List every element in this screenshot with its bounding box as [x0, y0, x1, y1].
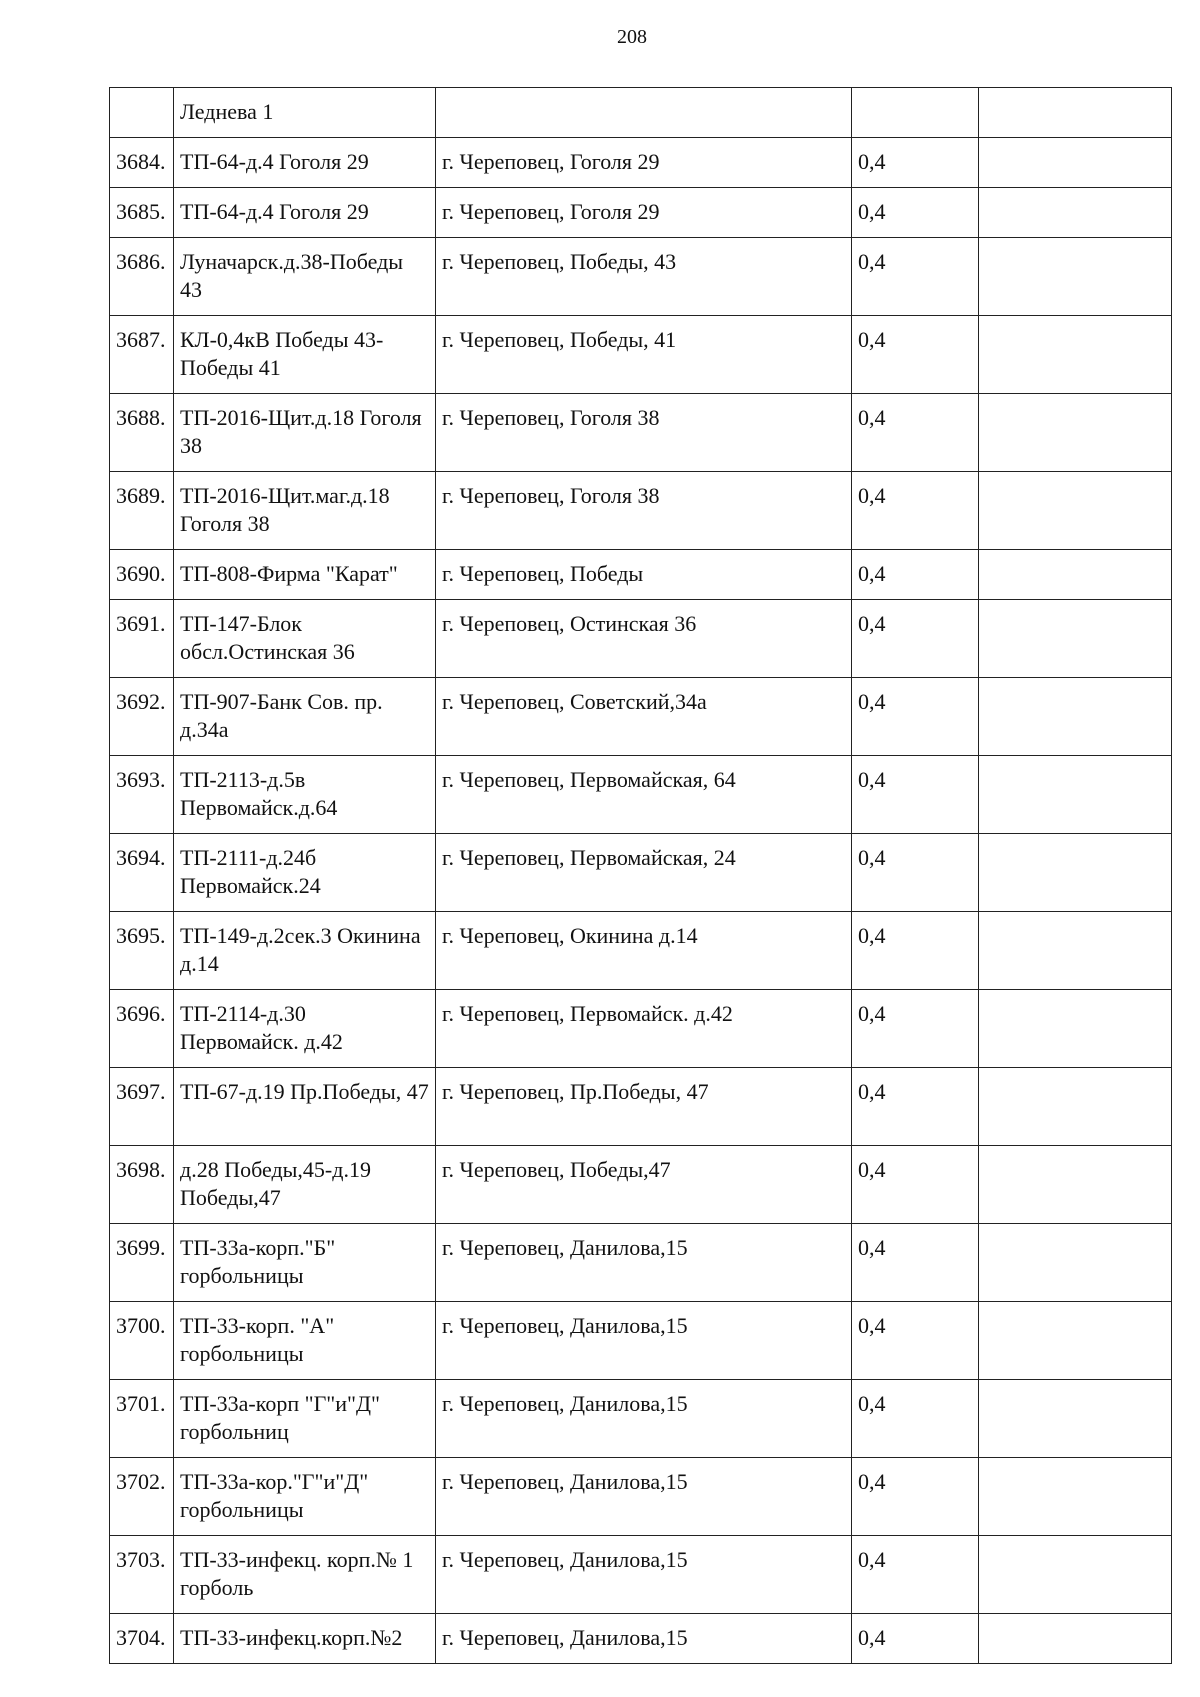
row-number: 3697. — [110, 1068, 174, 1146]
object-name: ТП-907-Банк Сов. пр. д.34а — [174, 678, 436, 756]
object-name: ТП-2016-Щит.д.18 Гоголя 38 — [174, 394, 436, 472]
table-row — [110, 912, 1172, 990]
object-name: КЛ-0,4кВ Победы 43-Победы 41 — [174, 316, 436, 394]
object-address: г. Череповец, Данилова,15 — [436, 1614, 852, 1664]
object-name: ТП-67-д.19 Пр.Победы, 47 — [174, 1068, 436, 1146]
extra-cell — [979, 238, 1172, 316]
object-address: г. Череповец, Гоголя 38 — [436, 472, 852, 550]
row-number: 3688. — [110, 394, 174, 472]
row-number: 3691. — [110, 600, 174, 678]
table-row — [110, 678, 1172, 756]
voltage-value: 0,4 — [852, 1224, 979, 1302]
extra-cell — [979, 88, 1172, 138]
voltage-value: 0,4 — [852, 1458, 979, 1536]
object-address: г. Череповец, Победы, 41 — [436, 316, 852, 394]
object-address: г. Череповец, Данилова,15 — [436, 1380, 852, 1458]
extra-cell — [979, 1536, 1172, 1614]
table-row — [110, 1068, 1172, 1146]
extra-cell — [979, 1224, 1172, 1302]
row-number — [110, 88, 174, 138]
extra-cell — [979, 756, 1172, 834]
row-number: 3699. — [110, 1224, 174, 1302]
table-row — [110, 1224, 1172, 1302]
object-name: ТП-33-инфекц.корп.№2 — [174, 1614, 436, 1664]
voltage-value: 0,4 — [852, 472, 979, 550]
extra-cell — [979, 1458, 1172, 1536]
object-name: ТП-2114-д.30 Первомайск. д.42 — [174, 990, 436, 1068]
extra-cell — [979, 1380, 1172, 1458]
extra-cell — [979, 834, 1172, 912]
object-name: ТП-2113-д.5в Первомайск.д.64 — [174, 756, 436, 834]
registry-table — [109, 87, 1172, 1664]
row-number: 3690. — [110, 550, 174, 600]
row-number: 3693. — [110, 756, 174, 834]
voltage-value: 0,4 — [852, 1068, 979, 1146]
table-row — [110, 1302, 1172, 1380]
voltage-value — [852, 88, 979, 138]
voltage-value: 0,4 — [852, 394, 979, 472]
object-name: ТП-33-инфекц. корп.№ 1 горболь — [174, 1536, 436, 1614]
object-name: ТП-33а-корп."Б" горбольницы — [174, 1224, 436, 1302]
table-row — [110, 1536, 1172, 1614]
extra-cell — [979, 472, 1172, 550]
table-row — [110, 550, 1172, 600]
object-name: Леднева 1 — [174, 88, 436, 138]
table-row — [110, 316, 1172, 394]
voltage-value: 0,4 — [852, 1536, 979, 1614]
table-row — [110, 990, 1172, 1068]
extra-cell — [979, 394, 1172, 472]
table-row — [110, 188, 1172, 238]
voltage-value: 0,4 — [852, 834, 979, 912]
extra-cell — [979, 138, 1172, 188]
extra-cell — [979, 550, 1172, 600]
table-row — [110, 834, 1172, 912]
object-name: ТП-147-Блок обсл.Остинская 36 — [174, 600, 436, 678]
object-address: г. Череповец, Гоголя 38 — [436, 394, 852, 472]
voltage-value: 0,4 — [852, 990, 979, 1068]
table-row — [110, 238, 1172, 316]
object-address: г. Череповец, Советский,34а — [436, 678, 852, 756]
row-number: 3704. — [110, 1614, 174, 1664]
object-address: г. Череповец, Победы,47 — [436, 1146, 852, 1224]
object-address: г. Череповец, Данилова,15 — [436, 1458, 852, 1536]
object-name: ТП-64-д.4 Гоголя 29 — [174, 188, 436, 238]
row-number: 3703. — [110, 1536, 174, 1614]
row-number: 3685. — [110, 188, 174, 238]
object-address: г. Череповец, Остинская 36 — [436, 600, 852, 678]
table-row — [110, 1380, 1172, 1458]
object-address: г. Череповец, Первомайская, 24 — [436, 834, 852, 912]
page-number: 208 — [617, 26, 647, 48]
extra-cell — [979, 990, 1172, 1068]
row-number: 3694. — [110, 834, 174, 912]
extra-cell — [979, 1068, 1172, 1146]
object-name: ТП-808-Фирма "Карат" — [174, 550, 436, 600]
extra-cell — [979, 1302, 1172, 1380]
table-row — [110, 138, 1172, 188]
table-row — [110, 1614, 1172, 1664]
voltage-value: 0,4 — [852, 1380, 979, 1458]
object-address: г. Череповец, Победы, 43 — [436, 238, 852, 316]
object-name: ТП-2016-Щит.маг.д.18 Гоголя 38 — [174, 472, 436, 550]
object-address — [436, 88, 852, 138]
object-name: ТП-33а-кор."Г"и"Д" горбольницы — [174, 1458, 436, 1536]
object-address: г. Череповец, Гоголя 29 — [436, 188, 852, 238]
voltage-value: 0,4 — [852, 1614, 979, 1664]
object-name: Луначарск.д.38-Победы 43 — [174, 238, 436, 316]
voltage-value: 0,4 — [852, 600, 979, 678]
voltage-value: 0,4 — [852, 238, 979, 316]
registry-table-body — [110, 88, 1172, 1664]
extra-cell — [979, 188, 1172, 238]
object-address: г. Череповец, Окинина д.14 — [436, 912, 852, 990]
object-address: г. Череповец, Данилова,15 — [436, 1224, 852, 1302]
extra-cell — [979, 600, 1172, 678]
object-name: ТП-2111-д.24б Первомайск.24 — [174, 834, 436, 912]
extra-cell — [979, 678, 1172, 756]
table-row — [110, 756, 1172, 834]
object-name: д.28 Победы,45-д.19 Победы,47 — [174, 1146, 436, 1224]
table-row — [110, 88, 1172, 138]
extra-cell — [979, 316, 1172, 394]
extra-cell — [979, 1614, 1172, 1664]
row-number: 3687. — [110, 316, 174, 394]
row-number: 3686. — [110, 238, 174, 316]
row-number: 3695. — [110, 912, 174, 990]
row-number: 3702. — [110, 1458, 174, 1536]
object-address: г. Череповец, Данилова,15 — [436, 1302, 852, 1380]
object-address: г. Череповец, Первомайская, 64 — [436, 756, 852, 834]
voltage-value: 0,4 — [852, 1302, 979, 1380]
voltage-value: 0,4 — [852, 678, 979, 756]
object-address: г. Череповец, Пр.Победы, 47 — [436, 1068, 852, 1146]
table-row — [110, 1146, 1172, 1224]
object-name: ТП-33-корп. "А" горбольницы — [174, 1302, 436, 1380]
object-name: ТП-33а-корп "Г"и"Д" горбольниц — [174, 1380, 436, 1458]
table-row — [110, 394, 1172, 472]
row-number: 3692. — [110, 678, 174, 756]
object-name: ТП-149-д.2сек.3 Окинина д.14 — [174, 912, 436, 990]
voltage-value: 0,4 — [852, 316, 979, 394]
table-row — [110, 600, 1172, 678]
object-address: г. Череповец, Победы — [436, 550, 852, 600]
extra-cell — [979, 912, 1172, 990]
voltage-value: 0,4 — [852, 756, 979, 834]
row-number: 3689. — [110, 472, 174, 550]
object-address: г. Череповец, Данилова,15 — [436, 1536, 852, 1614]
table-row — [110, 472, 1172, 550]
voltage-value: 0,4 — [852, 138, 979, 188]
voltage-value: 0,4 — [852, 188, 979, 238]
voltage-value: 0,4 — [852, 912, 979, 990]
row-number: 3684. — [110, 138, 174, 188]
row-number: 3696. — [110, 990, 174, 1068]
object-name: ТП-64-д.4 Гоголя 29 — [174, 138, 436, 188]
object-address: г. Череповец, Гоголя 29 — [436, 138, 852, 188]
object-address: г. Череповец, Первомайск. д.42 — [436, 990, 852, 1068]
table-row — [110, 1458, 1172, 1536]
voltage-value: 0,4 — [852, 550, 979, 600]
voltage-value: 0,4 — [852, 1146, 979, 1224]
extra-cell — [979, 1146, 1172, 1224]
row-number: 3701. — [110, 1380, 174, 1458]
row-number: 3700. — [110, 1302, 174, 1380]
row-number: 3698. — [110, 1146, 174, 1224]
